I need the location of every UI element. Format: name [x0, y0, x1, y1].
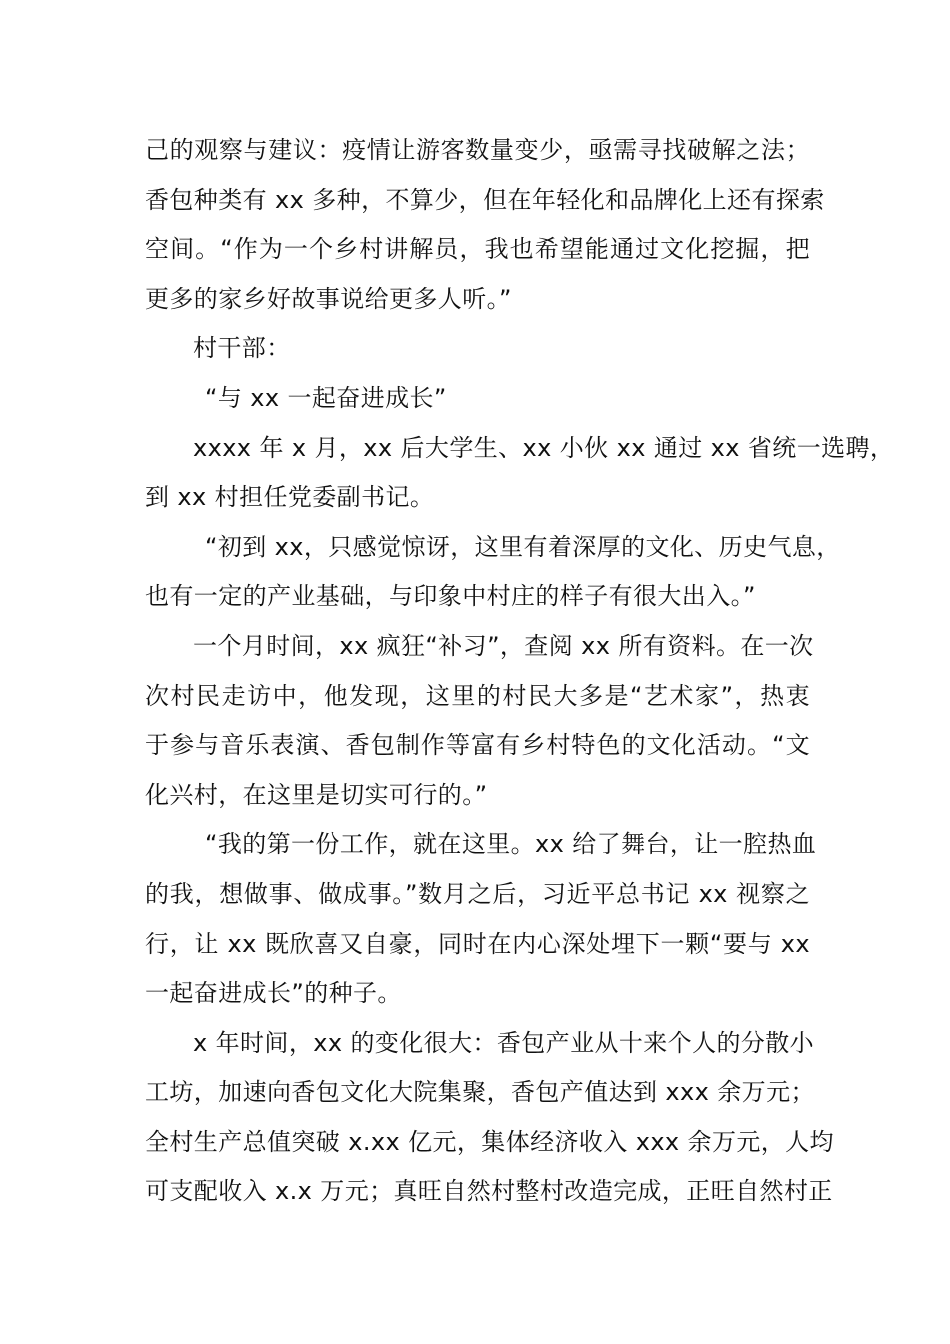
text-line: 村干部：	[193, 334, 291, 363]
text-line: 更多的家乡好故事说给更多人听。”	[145, 284, 512, 313]
text-line: 工坊，加速向香包文化大院集聚，香包产值达到 xxx 余万元；	[145, 1078, 815, 1107]
text-line: 一起奋进成长”的种子。	[145, 979, 402, 1008]
text-line: “初到 xx，只感觉惊讶，这里有着深厚的文化、历史气息，	[205, 532, 841, 561]
text-line: “与 xx 一起奋进成长”	[205, 383, 447, 412]
text-line: 己的观察与建议：疫情让游客数量变少，亟需寻找破解之法；	[145, 136, 810, 164]
text-line: x 年时间，xx 的变化很大：香包产业从十来个人的分散小	[193, 1028, 815, 1057]
text-line: 一个月时间，xx 疯狂“补习”，查阅 xx 所有资料。在一次	[193, 631, 814, 660]
body-text	[145, 126, 895, 1217]
text-line: 行，让 xx 既欣喜又自豪，同时在内心深处埋下一颗“要与 xx	[145, 929, 810, 958]
text-line: 次村民走访中，他发现，这里的村民大多是“艺术家”，热衷	[145, 681, 810, 710]
text-line: 也有一定的产业基础，与印象中村庄的样子有很大出入。”	[145, 582, 756, 611]
text-line: 到 xx 村担任党委副书记。	[145, 483, 435, 512]
text-line: 全村生产总值突破 x.xx 亿元，集体经济收入 xxx 余万元，人均	[145, 1127, 834, 1156]
text-line: 空间。“作为一个乡村讲解员，我也希望能通过文化挖掘，把	[145, 235, 810, 264]
text-line: 于参与音乐表演、香包制作等富有乡村特色的文化活动。“文	[145, 731, 810, 760]
text-line: xxxx 年 x 月，xx 后大学生、xx 小伙 xx 通过 xx 省统一选聘，	[193, 433, 895, 462]
text-line: 香包种类有 xx 多种，不算少，但在年轻化和品牌化上还有探索	[145, 185, 825, 214]
text-line: 化兴村，在这里是切实可行的。”	[145, 780, 488, 809]
text-line: 可支配收入 x.x 万元；真旺自然村整村改造完成，正旺自然村正	[145, 1177, 833, 1206]
text-line: 的我，想做事、做成事。”数月之后，习近平总书记 xx 视察之	[145, 879, 810, 908]
text-line: “我的第一份工作，就在这里。xx 给了舞台，让一腔热血	[205, 830, 817, 859]
